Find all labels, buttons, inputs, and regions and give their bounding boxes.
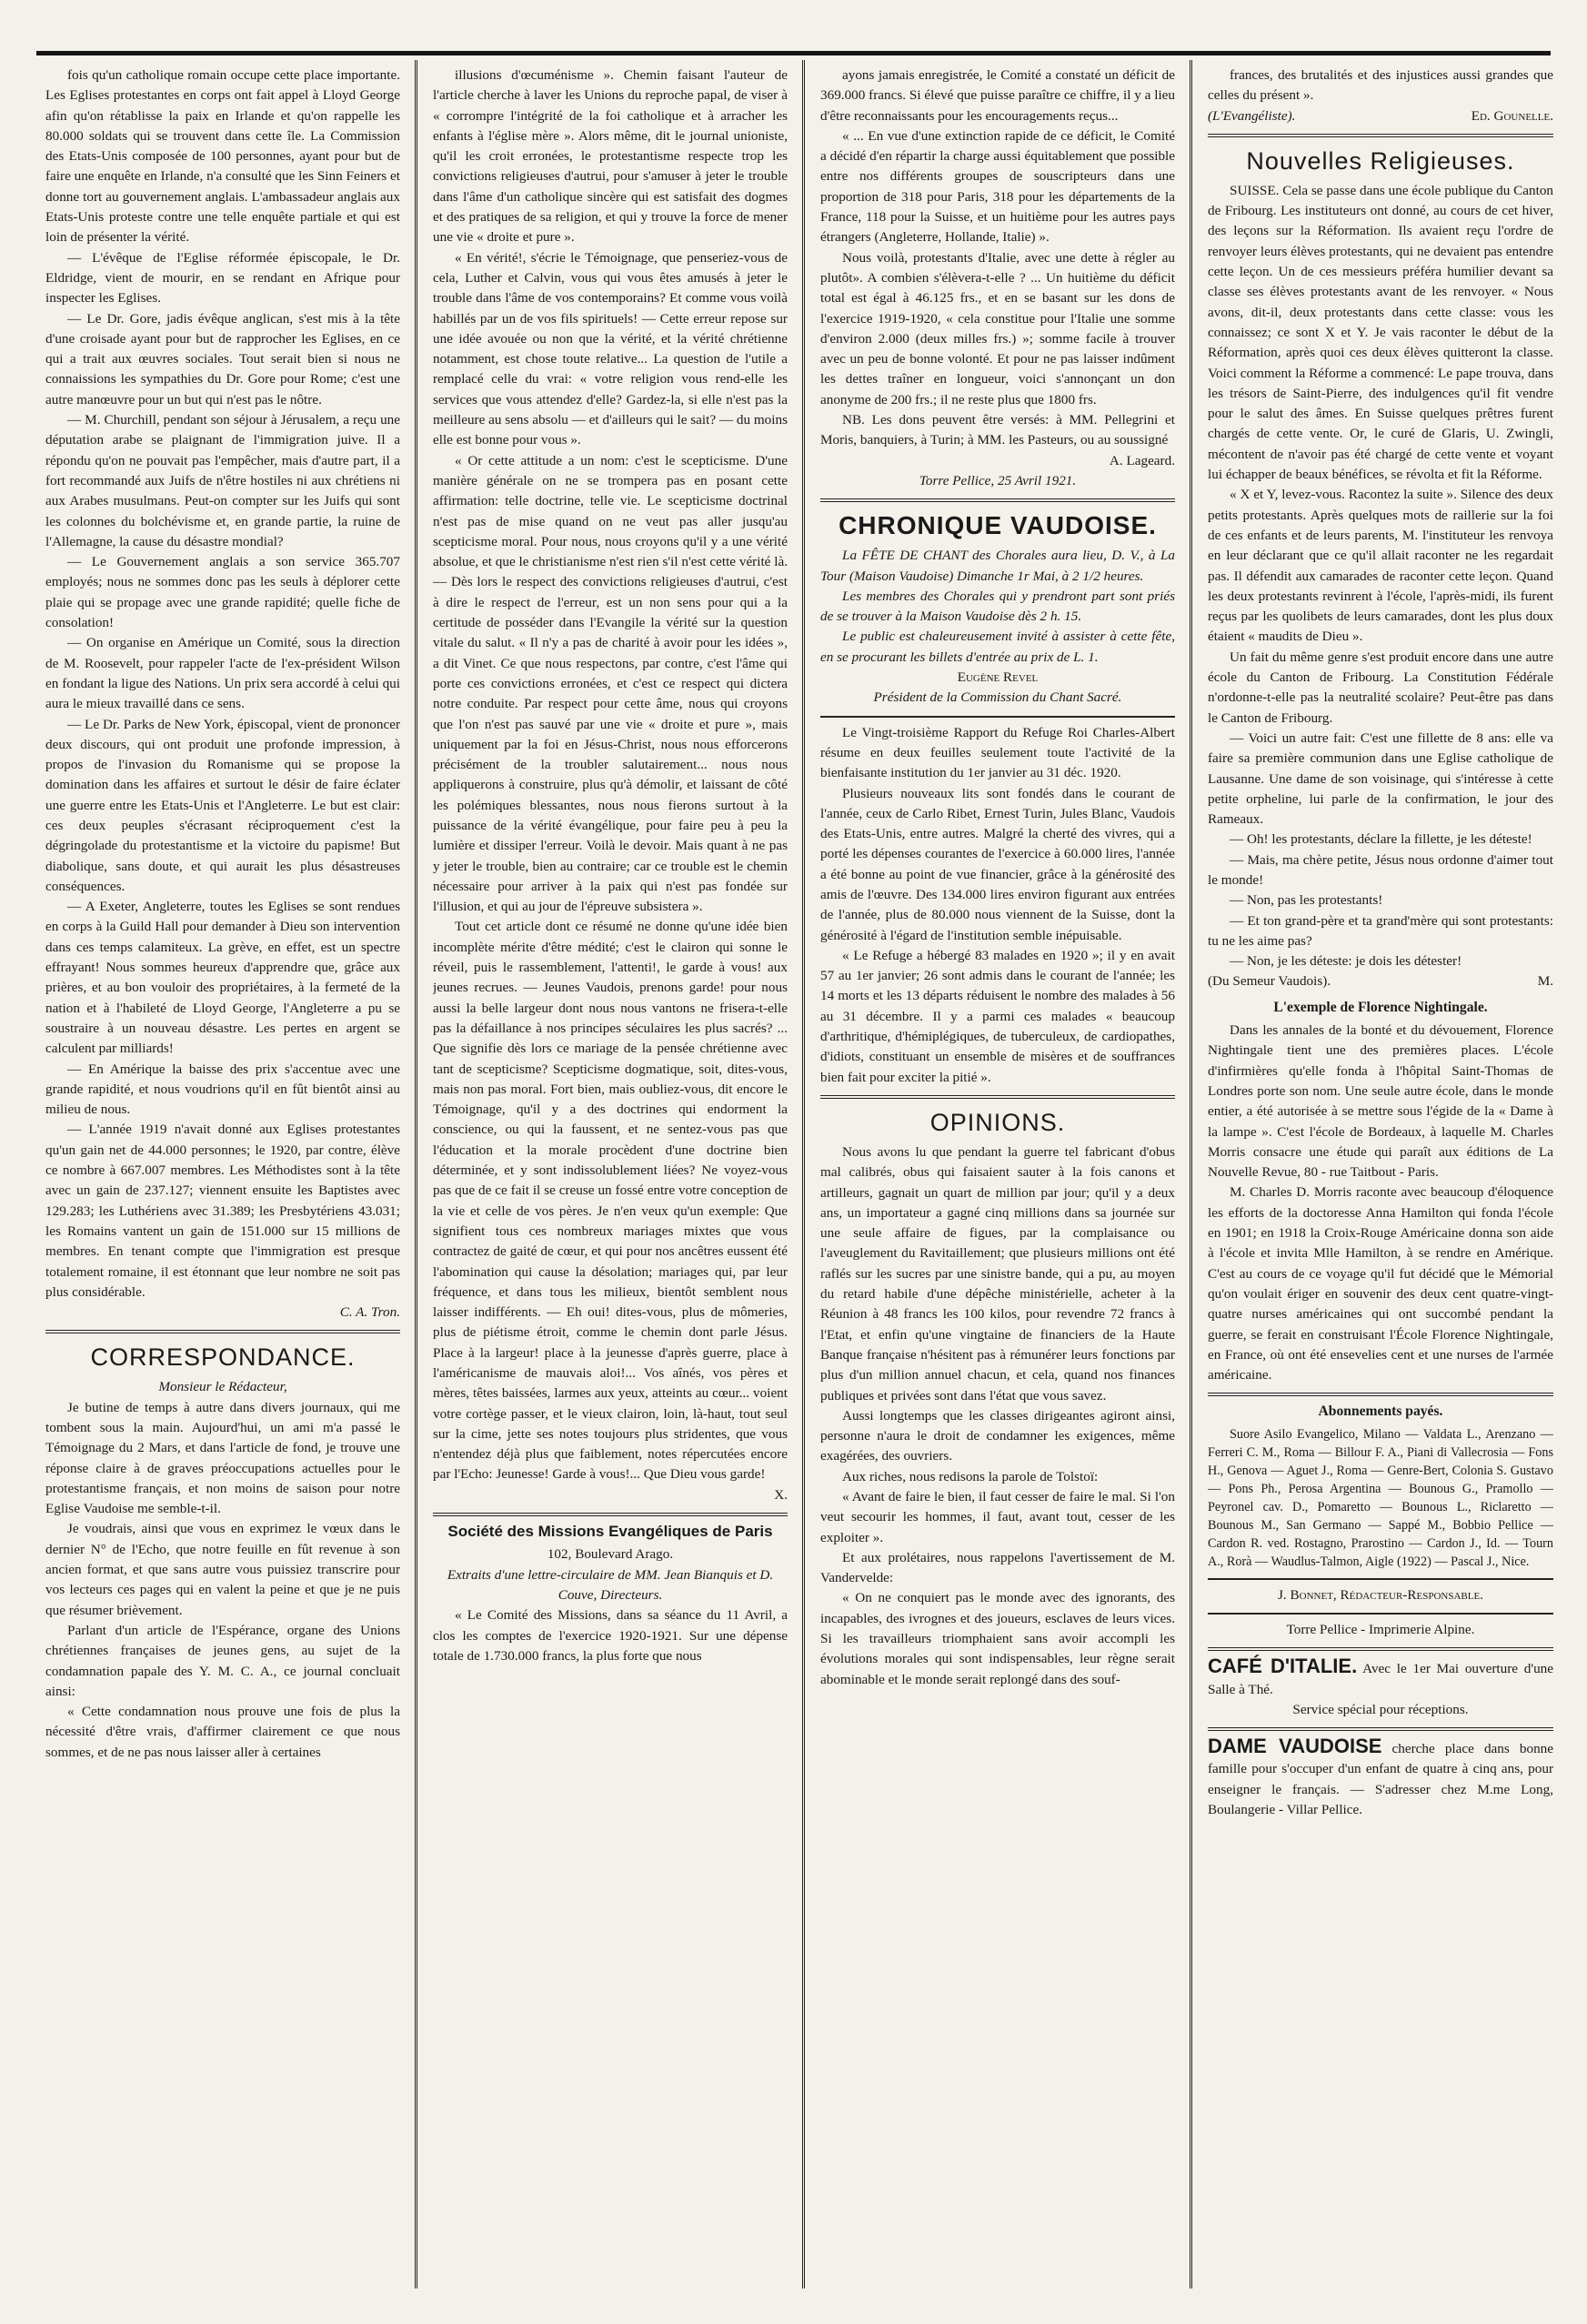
nightingale-title: L'exemple de Florence Nightingale. <box>1273 999 1488 1015</box>
divider <box>45 1330 400 1333</box>
divider <box>820 716 1175 718</box>
divider <box>1208 1613 1553 1615</box>
paragraph: M. Charles D. Morris raconte avec beaucoup d'éloquence les efforts de la doctoresse Anna Hamilton qui fonda l'école en 1901; en 1918 la Croix-Rouge Américaine donna son aide à l'école et invita Mlle Hamilton, à se rendre en Amérique. C'est au cours de ce voyage qu'il fut décidé que le Mémorial qu'on voulait ériger en souvenir des deux cent quatre-vingt-quatre nurses américaines qui ont succombé pendant la guerre, se ferait en construisant l'École Florence Nightingale, en France, où ont été ensevelies cent et une nurses de l'armée américaine. <box>1208 1184 1553 1383</box>
paragraph: Le Vingt-troisième Rapport du Refuge Roi Charles-Albert résume en deux feuilles seulement toute l'activité de la bienfaisante institution du 1er janvier au 31 déc. 1920. <box>820 724 1175 781</box>
missions-address: 102, Boulevard Arago. <box>547 1546 674 1563</box>
col2-signature: X. <box>774 1486 788 1503</box>
paragraph: Je butine de temps à autre dans divers journaux, qui me tombent sous la main. Aujourd'hui, un ami m'a passé le Témoignage du 2 Mars, et dans l'article de fond, je trouve une réponse claire à de graves préoccupations actuelles pour le protestantisme français, et non moins de saison pour notre Eglise Vaudoise me semble-t-il. <box>45 1399 400 1517</box>
abonnements-text: Suore Asilo Evangelico, Milano — Valdata L., Arenzano — Ferreri C. M., Roma — Billour F. A., Piani di Vallecrosia — Fons H., Genova — Aguet J., Roma — Genre-Bert, Colonia S. Gustavo — Pons Ph., Perosa Argentina — Bounous G., Pramollo — Peyronel cav. D., Pomaretto — Bounous L., Riclaretto — Bounous M., San Germano — Sappé M., Bobbio Pellice — Cardon R. ved. Rostagno, Prarostino — Cardon J., Id. — Tourn A., Rorà — Waudlus-Talmon, Aigle (1922) — Pascal J., Nice. <box>1208 1426 1553 1569</box>
column-2 <box>433 65 788 2285</box>
paragraph: « Le Refuge a hébergé 83 malades en 1920 »; il y en avait 57 au 1er janvier; 26 sont admis dans le courant de l'année; les 14 morts et les 13 départs réduisent le nombre des malades à 56 au 31 décembre. Il y a parmi ces malades « beaucoup d'arthritique, d'hémiplégiques, de tuberculeux, de cardiopathes, d'idiots, constituant un ensemble de misères et de souffrances bien fait pour exciter la pitié ». <box>820 947 1175 1085</box>
correspondance-title: CORRESPONDANCE. <box>90 1343 356 1372</box>
paragraph: — Non, pas les protestants! <box>1230 892 1383 909</box>
column-4 <box>1208 65 1553 2285</box>
col4-source-line <box>1208 106 1553 126</box>
column-1 <box>45 65 400 2285</box>
paragraph: Nous voilà, protestants d'Italie, avec une dette à régler au plutôt». A combien s'élèvera-t-elle ? ... Un huitième du déficit total est égal à 46.125 frs., et en se basant sur les dons de l'exercice 1919-1920, « cela constitue pour l'Italie une somme d'environ 2.000 (deux milles frs.) »; somme facile à trouver avec un peu de bonne volonté. Et pour ne pas laisser indûment les dettes traîner en longueur, voici s'annonçant un don anonyme de 200 frs.; il ne reste plus que 1800 frs. <box>820 249 1175 407</box>
paragraph: Et aux prolétaires, nous rappelons l'avertissement de M. Vandervelde: <box>820 1549 1175 1586</box>
paragraph: « Avant de faire le bien, il faut cesser de faire le mal. Si l'on veut secourir les hommes, il faut, avant tout, cesser de les exploiter ». <box>820 1489 1175 1545</box>
paragraph: — Oh! les protestants, déclare la fillette, je les déteste! <box>1230 831 1532 848</box>
nouvelles-source: (Du Semeur Vaudois). <box>1208 973 1331 990</box>
paragraph: — L'évêque de l'Eglise réformée épiscopale, le Dr. Eldridge, vient de mourir, en se rendant en Afrique pour inspecter les Eglises. <box>45 249 400 307</box>
dame-text: cherche place dans bonne famille pour s'occuper d'un enfant de quatre à cinq ans, pour enseigner le français. — S'adresser chez M.me Long, Boulangerie - Villar Pellice. <box>1208 1741 1553 1818</box>
paragraph: — Voici un autre fait: C'est une fillette de 8 ans: elle va faire sa première communion dans une Eglise catholique de Lausanne. Une dame de son voisinage, qui s'intéresse à cette petite orpheline, lui parle de la confirmation, le jour des Rameaux. <box>1208 729 1553 828</box>
cafe-service: Service spécial pour réceptions. <box>1292 1701 1469 1717</box>
divider <box>1208 1647 1553 1651</box>
divider <box>1208 1727 1553 1731</box>
chronique-title: CHRONIQUE VAUDOISE. <box>839 511 1157 540</box>
paragraph: ayons jamais enregistrée, le Comité a constaté un déficit de 369.000 francs. Si élevé que puisse paraître ce chiffre, il y a lieu d'être reconnaissants pour les encouragements reçus... <box>820 67 1175 124</box>
col3-paragraphs <box>820 65 1175 451</box>
nouvelles-source-line <box>1208 971 1553 991</box>
paragraph: — Non, je les déteste: je dois les détester! <box>1230 953 1462 970</box>
col1-signature: C. A. Tron. <box>339 1304 400 1321</box>
col4-paragraphs <box>1208 65 1553 106</box>
divider <box>1208 134 1553 137</box>
abonnements-title: Abonnements payés. <box>1318 1403 1443 1420</box>
divider <box>820 498 1175 502</box>
divider <box>1208 1578 1553 1580</box>
paragraph: — A Exeter, Angleterre, toutes les Eglises se sont rendues en corps à la Guild Hall pour demander à Dieu son intervention dans ces temps calamiteux. La grève, en effet, est un spectre effrayant! Nous sommes heureux d'apprendre que, grâce aux prières, et au bon vouloir des propriétaires, à la fermeté de la nation et à l'habileté de Lloyd George, l'Angleterre a pu se soustraire à un nouveau désastre. Les pertes en argent se calculent par milliards! <box>45 899 400 1057</box>
paragraph: — Le Gouvernement anglais a son service 365.707 employés; nous ne sommes donc pas les seuls à déplorer cette plaie qui se propage avec une grande rapidité; quelle fiche de consolation! <box>45 554 400 631</box>
dame-block <box>1208 1736 1553 1820</box>
revel-name: Eugène Revel <box>957 669 1039 686</box>
col4-signature: Ed. Gounelle. <box>1471 107 1553 124</box>
cafe-text: Avec le 1er Mai ouverture d'une Salle à Thé. <box>1208 1661 1553 1697</box>
missions-paragraph: « Le Comité des Missions, dans sa séance du 11 Avril, a clos les comptes de l'exercice 1920-1921. Sur une dépense totale de 1.730.000 francs, la plus forte que nous <box>433 1607 788 1664</box>
nouvelles-title: Nouvelles Religieuses. <box>1246 146 1515 175</box>
correspondance-salutation: Monsieur le Rédacteur, <box>158 1379 287 1395</box>
paragraph: Un fait du même genre s'est produit encore dans une autre école du Canton de Fribourg. La Constitution Fédérale n'ordonne-t-elle pas la neutralité scolaire? Peut-être pas dans le Canton de Fribourg. <box>1208 649 1553 726</box>
paragraph: « ... En vue d'une extinction rapide de ce déficit, le Comité a décidé d'en répartir la charge aussi équitablement que possible entre nos différents groupes de souscripteurs dans une proportion de 318 pour Paris, 318 pour les départements de la France, 118 pour la Suisse, et un huitième pour les autres pays étrangers (Angleterre, Hollande, Italie) ». <box>820 127 1175 246</box>
nightingale-paragraphs <box>1208 1021 1553 1385</box>
paragraph: « X et Y, levez-vous. Racontez la suite ». Silence des deux petits protestants. Après quelques mots de raillerie sur la foi de ces enfants et de leurs parents, M. l'instituteur les renvoya en leur déclarant que ce qu'il allait raconter ne les regardait pas. Il défendit aux camarades de raconter cette leçon. Quand les deux protestants revinrent à l'école, l'après-midi, ils furent reçus par les quolibets de leurs camarades, dont les plus doux étaient « maudits de Dieu ». <box>1208 487 1553 645</box>
column-separator <box>802 60 805 2289</box>
paragraph: illusions d'œcuménisme ». Chemin faisant l'auteur de l'article cherche à laver les Unions du reproche papal, de viser à « corrompre l'intégrité de la foi catholique et à arracher les enfants à l'église mère ». Alors même, dit le journal unioniste, qu'il les croit erronées, le protestantisme respecte trop les convictions religieuses d'autrui, pour s'amuser à jeter le trouble dans l'âme d'un catholique sincère qui est satisfait des dogmes et des pratiques de sa religion, et qui y trouve la force de mener une vie « droite et pure ». <box>433 67 788 246</box>
paragraph: SUISSE. Cela se passe dans une école publique du Canton de Fribourg. Les instituteurs ont donné, au cours de cet hiver, des leçons sur la Réformation. Ils avaient reçu l'ordre de renvoyer leurs élèves protestants, qui ne devaient pas entendre cette leçon. Un de ces messieurs préféra humilier devant sa classe ses élèves protestants avant de les renvoyer. « Nous avons, dit-il, deux protestants dans cette classe: vous les connaissez; ce sont X et Y. Je vais raconter le début de la Réformation, après quoi ces deux élèves quitteront la classe. Voici comment la Réforme a commencé: Le pape trouva, dans les trésors de Saint-Pierre, des indulgences qu'il fit vendre pour le salut des âmes. En Suisse quelques prêtres furent chargés de cette vente. Or, le curé de Glaris, U. Zwingli, mécontent de n'avoir pas été chargé de cette vente et voyant lui échapper de beaux bénéfices, se révolta et fit la Réforme. <box>1208 182 1553 483</box>
paragraph: Dans les annales de la bonté et du dévouement, Florence Nightingale tient une des premières places. L'école d'infirmières qu'elle fonda à l'hôpital Saint-Thomas de Londres porte son nom. Une seule autre école, dans le monde entier, a été autorisée à se mettre sous l'égide de la « Dame à la lampe ». C'est l'école de Bordeaux, à laquelle M. Charles Morris consacre une étude qui paraît aux éditions de La Nouvelle Revue, 80 - rue Taitbout - Paris. <box>1208 1022 1553 1181</box>
paragraph: Tout cet article dont ce résumé ne donne qu'une idée bien incomplète mérite d'être médité; c'est le clairon qui sonne le réveil, puis le rassemblement, l'attenti!, le garde à vous! aux jeunes recrues. — Jeunes Vaudois, prenons garde! pour nous aussi la belle largeur dont nous nous vantons ne frisera-t-elle pas la défaillance à nos principes séculaires les plus sacrés? ... Que signifie dès lors ce mariage de la pensée chrétienne avec tant de scepticisme? Scepticisme dogmatique, soit, dites-vous, mais non pas moral. Fort bien, mais oubliez-vous, dit encore le Témoignage, qu'il y a des doctrines qui endorment la conscience, ou qui la faussent, et ne sentez-vous pas que l'éducation et la morale procèdent d'une doctrine bien déterminée, et y sont indissolublement liées? Ne voyez-vous pas que de ce fait il se creuse un fossé entre votre conception de la vie et celle de vos pères. Je n'en veux qu'un exemple: Que signifient tous ces nombreux mariages mixtes que vous contractez de gaité de cœur, et qui pour nos ancêtres eussent été l'abomination qui cause la désolation; mariages qui, par leur fréquence, et dans tous les milieux, bientôt semblent nous laisser indifférents. — Eh oui! dites-vous, plus de mômeries, plus de piétisme étroit, comme le chemin dont parle Jésus. Place à la largeur! place à la jeunesse d'après guerre, place à l'américanisme de mauvais aloi!... Vos aînés, vos pères et mères, têtes baissées, larmes aux yeux, atteints au cœur... voient votre cortège passer, et le vieux clairon, loin, là-haut, tout seul sur la cime, jette ses notes toujours plus stridentes, que vous n'entendez déjà plus que faiblement, notes répercutées encore par l'Echo: Jeunesse! Garde à vous!... Que Dieu vous garde! <box>433 919 788 1483</box>
chronique-fete: La FÊTE DE CHANT des Chorales aura lieu, D. V., à La Tour (Maison Vaudoise) Dimanche 1r Mai, à 2 1/2 heures. <box>820 548 1175 584</box>
revel-title: Président de la Commission du Chant Sacré. <box>873 689 1122 706</box>
paragraph: — Mais, ma chère petite, Jésus nous ordonne d'aimer tout le monde! <box>1208 851 1553 888</box>
paragraph: Je voudrais, ainsi que vous en exprimez le vœux dans le dernier N° de l'Echo, que notre feuille en fût revenue à son ancien format, et que sans autre vous puissiez transcrire pour vos lecteurs ces pages qui en valent la peine et que je ne puis que résumer brièvement. <box>45 1521 400 1618</box>
cafe-title: CAFÉ D'ITALIE. <box>1208 1655 1358 1678</box>
correspondance-paragraphs <box>45 1398 400 1763</box>
paragraph: — On organise en Amérique un Comité, sous la direction de M. Roosevelt, pour rappeler l'acte de l'ex-président Wilson en fondant la ligue des Nations. Un prix sera accordé à celui qui aura le mieux travaillé dans ce sens. <box>45 635 400 712</box>
col3-signature: A. Lageard. <box>1109 452 1175 468</box>
missions-extract: Extraits d'une lettre-circulaire de MM. Jean Bianquis et D. Couve, Directeurs. <box>447 1566 774 1603</box>
column-3 <box>820 65 1175 2285</box>
cafe-block <box>1208 1656 1553 1700</box>
paragraph: « On ne conquiert pas le monde avec des ignorants, des incapables, des ivrognes et des joueurs, esclaves de leurs vices. Si les travailleurs triomphaient sans avoir accompli les évolutions morales qui sont indispensables, leur règne serait abominable et le monde serait replongé dans des souf- <box>820 1590 1175 1687</box>
column-separator <box>415 60 417 2289</box>
divider <box>433 1513 788 1516</box>
paragraph: « Cette condamnation nous prouve une fois de plus la nécessité d'être vrais, d'affirmer clairement ce que nous sommes, et de ne pas nous laisser aller à certaines <box>45 1704 400 1760</box>
paragraph: Aux riches, nous redisons la parole de Tolstoï: <box>842 1468 1099 1484</box>
paragraph: Plusieurs nouveaux lits sont fondés dans le courant de l'année, ceux de Carlo Ribet, Ernest Turin, Jules Blanc, Vaudois des Etats-Unis, entre autres. Malgré la cherté des vivres, qui a porté les dépenses courantes de l'exercice à 60.000 lires, l'année a été bonne au point de vue financier, grâce à la générosité des amis de l'œuvre. Des 134.000 lires environ figurant aux entrées de l'année, plus de 80.000 nous viennent de la Suisse, dont la générosité à l'égard de l'institution semble inépuisable. <box>820 785 1175 943</box>
paragraph: NB. Les dons peuvent être versés: à MM. Pellegrini et Moris, banquiers, à Turin; à MM. les Pasteurs, ou au soussigné <box>820 412 1175 448</box>
opinions-title: OPINIONS. <box>929 1108 1066 1136</box>
col1-paragraphs <box>45 65 400 1303</box>
column-separator <box>1190 60 1192 2289</box>
imprimerie-line: Torre Pellice - Imprimerie Alpine. <box>1286 1622 1475 1637</box>
col4-source: (L'Evangéliste). <box>1208 107 1296 124</box>
col2-paragraphs <box>433 65 788 1485</box>
refuge-paragraphs <box>820 723 1175 1088</box>
paragraph: — L'année 1919 n'avait donné aux Eglises protestantes qu'un gain net de 44.000 personnes; le 1920, par contre, élève ce nombre à 667.007 membres. Les Méthodistes sont à la tête avec un gain de 237.127; viennent ensuite les Baptistes avec 129.283; les Luthériens avec 31.389; les Presbytériens 43.031; les Romains vantent un gain de 151.000 sur 15 millions de membres. En tenant compte que l'immigration est presque totalement romaine, il est étonnant que leur nombre ne soit pas plus considérable. <box>45 1122 400 1300</box>
paragraph: — Et ton grand-père et ta grand'mère qui sont protestants: tu ne les aime pas? <box>1208 912 1553 949</box>
paragraph: Aussi longtemps que les classes dirigeantes agiront ainsi, personne n'aura le droit de condamner les exigences, même exagérées, des ouvriers. <box>820 1407 1175 1464</box>
missions-title: Société des Missions Evangéliques de Paris <box>447 1523 773 1541</box>
paragraph: « En vérité!, s'écrie le Témoignage, que penseriez-vous de cela, Luther et Calvin, vous qui vous êtes amusés à jeter le trouble dans l'âme de vos contemporains? Et comme vous voilà habillés par un de vos fils spirituels! — Cette erreur repose sur une idée avouée ou non que la vérité, et la vérité chrétienne notamment, est chose toute relative... La question de l'utile a remplacé celle du vrai: « votre religion vous rend-elle les services que vous attendez d'elle? Gardez-la, si elle n'est pas la meilleure au sens absolu — et d'ailleurs qui le sait? — du moins elle est bonne pour vous ». <box>433 249 788 448</box>
chronique-public: Le public est chaleureusement invité à assister à cette fête, en se procurant les billets d'entrée au prix de L. 1. <box>820 629 1175 665</box>
paragraph: fois qu'un catholique romain occupe cette place importante. Les Eglises protestantes en corps ont fait appel à Lloyd George afin qu'on rétablisse la paix en Irlande et qu'on rappelle les 80.000 soldats qui se trouvent dans cette île. La Commission des Etats-Unis composée de 100 personnes, ayant pour but de faire une enquête en Irlande, n'a consulté que les Sinn Feiners et donne tort au gouvernement anglais. L'ambassadeur anglais aux Etats-Unis proteste contre une telle enquête partiale et qui est loin de présenter la vérité. <box>45 67 400 246</box>
paragraph: — En Amérique la baisse des prix s'accentue avec une grande rapidité, et nous voudrions qu'il en fût bientôt ainsi au milieu de nous. <box>45 1061 400 1118</box>
paragraph: — M. Churchill, pendant son séjour à Jérusalem, a reçu une députation arabe se plaignant de l'immigration juive. Il a répondu qu'on ne pouvait pas l'empêcher, mais d'autre part, il a fort recommandé aux Juifs de n'être hostiles ni aux chrétiens ni aux Arabes musulmans. Peut-on compter sur les Juifs qui sont les colonnes du bolchévisme et, en grande partie, la ruine de l'Allemagne, la cause du désastre mondial? <box>45 412 400 549</box>
paragraph: frances, des brutalités et des injustices aussi grandes que celles du présent ». <box>1208 67 1553 104</box>
chronique-membres: Les membres des Chorales qui y prendront part sont priés de se trouver à la Maison Vaudoise dès 2 h. 15. <box>820 588 1175 625</box>
paragraph: « Or cette attitude a un nom: c'est le scepticisme. D'une manière générale on ne se trompera pas en posant cette affirmation: telle doctrine, telle vie. Le scepticisme doctrinal n'est pas de mise quand on ne veut pas aller jusqu'au scepticisme moral. Pour nous, nous croyons qu'il y a une vérité absolue, et que le christianisme n'est rien s'il n'est cette vérité là. — Dès lors le respect des convictions religieuses d'autrui, c'est à dire le respect de l'erreur, est un non sens pour qui a la certitude de posséder dans l'Evangile la vérité sur la question vitale du salut. « Il n'y a pas de charité à avoir pour les idées », a dit Vinet. Ce que nous respectons, par contre, c'est l'âme qui porte ces convictions erronées, et c'est ce respect qui dictera notre conduite. Par respect pour cette âme, nous qui croyons que l'on n'est pas sauvé par une vie « droite et pure », mais uniquement par la foi en Jésus-Christ, nous nous efforcerons précisément de la troubler salutairement... nous nous appliquerons à construire, plus qu'à démolir, et laissant de côté les polémiques blessantes, nous nous fierons surtout à la puissance de la vérité évangélique, pour faire peu à peu la lumière et dissiper l'erreur. Voilà le devoir. Mais quant à ne pas y jeter le trouble, bien au contraire; car ce trouble est le chemin nécessaire pour arriver à la paix qui n'est pas fondée sur l'illusion, et qui au jour de l'épreuve subsistera ». <box>433 452 788 915</box>
col3-dateline: Torre Pellice, 25 Avril 1921. <box>919 472 1077 488</box>
opinions-paragraphs <box>820 1142 1175 1690</box>
dame-title: DAME VAUDOISE <box>1208 1735 1382 1758</box>
divider <box>1208 1393 1553 1396</box>
nouvelles-sig: M. <box>1537 973 1553 990</box>
paragraph: — Le Dr. Gore, jadis évêque anglican, s'est mis à la tête d'une croisade ayant pour but de rapprocher les Eglises, en ce qui a trait aux œuvres sociales. Tout serait bien si nous ne connaissions les sympathies du Dr. Gore pour Rome; c'est une autre manœuvre pour un but qui n'est pas le nôtre. <box>45 310 400 407</box>
nouvelles-paragraphs <box>1208 181 1553 972</box>
paragraph: Parlant d'un article de l'Espérance, organe des Unions chrétiennes françaises de jeunes gens, au sujet de la condamnation papale des Y. M. C. A., ce journal concluait ainsi: <box>45 1622 400 1699</box>
top-rule <box>36 51 1551 55</box>
paragraph: — Le Dr. Parks de New York, épiscopal, vient de prononcer deux discours, qui ont produit une profonde impression, à propos de l'invasion du Romanisme qui se propose la domination dans les affaires et surtout le désir de faire éclater une guerre entre les Etats-Unis et l'Angleterre. Le but est clair: ces deux peuples s'écrasant réciproquement c'est la dégringolade du protestantisme et la victoire du papisme! But diabolique, sans doute, et qui aurait les plus désastreuses conséquences. <box>45 716 400 894</box>
divider <box>820 1095 1175 1099</box>
bonnet-line: J. Bonnet, Rédacteur-Responsable. <box>1278 1586 1483 1603</box>
paragraph: Nous avons lu que pendant la guerre tel fabricant d'obus mal calibrés, obus qui faisaient sauter à la fois canons et artilleurs, gagnait un quart de million par jour; qu'il y a deux ans, un importateur a gagné cinq millions dans sa journée sur une seule affaire de figues, par la complaisance ou l'aveuglement du Ravitaillement; que plusieurs millions ont été raflés sur les sucres par une sinistre bande, qui a pu, au moyen du retard habile d'une dépêche ministérielle, acheter à la Réunion à 48 francs les 100 kilos, pour revendre 72 francs à l'Etat, et enfin qu'une vingtaine de financiers de la Haute Banque française n'hésitent pas à rémunérer leurs fonctions par plus d'un million annuel chacun, et cela, quand nos finances publiques et privées sont dans l'état que vous savez. <box>820 1143 1175 1403</box>
